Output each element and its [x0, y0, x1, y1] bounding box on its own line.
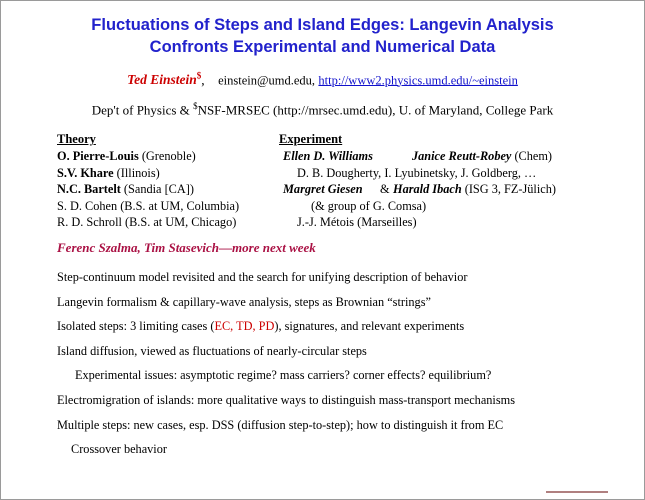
- theory-name: N.C. Bartelt: [57, 182, 121, 197]
- experiment-name-2: Janice Reutt-Robey: [412, 149, 512, 164]
- isolated-steps-post: ), signatures, and relevant experiments: [274, 319, 465, 334]
- credits-headers: [57, 132, 634, 149]
- experiment-entry-4: (& group of G. Comsa): [311, 198, 427, 213]
- credits-header-experiment: Experiment: [279, 132, 343, 147]
- theory-affil: (Grenoble): [138, 149, 196, 164]
- experiment-entry-3b: [393, 182, 556, 197]
- credits-row: [57, 166, 634, 183]
- affiliation-post: NSF-MRSEC (http://mrsec.umd.edu), U. of Maryland, College Park: [197, 102, 554, 118]
- outline-item-electromigration: Electromigration of islands: more qualitative ways to distinguish mass-transport mechanisms: [57, 393, 515, 408]
- theory-affil: (B.S. at UM, Columbia): [117, 198, 240, 213]
- isolated-steps-cases: EC, TD, PD: [214, 319, 275, 334]
- experiment-entry-2: D. B. Dougherty, I. Lyubinetsky, J. Goldberg, …: [297, 165, 537, 180]
- theory-name: S. D. Cohen: [57, 198, 118, 213]
- experiment-entry-5: J.-J. Métois (Marseilles): [297, 215, 417, 230]
- credits-row: [57, 149, 634, 166]
- author-website-link[interactable]: http://www2.physics.umd.edu/~einstein: [318, 73, 518, 88]
- theory-name: R. D. Schroll: [57, 215, 122, 230]
- credits-section: [1, 132, 644, 232]
- author-name: [127, 72, 201, 87]
- slide-title: [1, 14, 644, 59]
- credits-row: [57, 199, 634, 216]
- credits-row: [57, 182, 634, 199]
- outline-item-multiple-steps: Multiple steps: new cases, esp. DSS (diffusion step-to-step); how to distinguish it from EC: [57, 417, 504, 432]
- author-name-text: Ted Einstein: [127, 72, 197, 88]
- author-separator: ,: [201, 72, 205, 88]
- title-line-1: Fluctuations of Steps and Island Edges: Langevin Analysis: [91, 16, 554, 34]
- theory-affil: (Illinois): [113, 165, 160, 180]
- outline-list: [1, 270, 644, 457]
- theory-entry-4: [57, 199, 239, 214]
- theory-name: O. Pierre-Louis: [57, 149, 139, 164]
- theory-entry-2: [57, 166, 160, 181]
- affiliation-pre: Dep't of Physics &: [91, 102, 194, 118]
- experiment-entry-3a: Margret Giesen: [283, 182, 363, 197]
- author-line: [1, 71, 644, 89]
- theory-name: S.V. Khare: [57, 165, 114, 180]
- author-name-superscript: $: [196, 70, 202, 81]
- theory-entry-1: [57, 149, 196, 164]
- theory-affil: (Sandia [CA]): [120, 182, 194, 197]
- experiment-tail-3: (ISG 3, FZ-Jülich): [461, 182, 556, 197]
- outline-item-crossover: Crossover behavior: [71, 442, 167, 457]
- author-email: einstein@umd.edu,: [218, 73, 316, 88]
- outline-item-isolated-steps: [57, 319, 628, 333]
- outline-item-langevin-formalism: Langevin formalism & capillary-wave analysis, steps as Brownian “strings”: [57, 294, 431, 309]
- experiment-entry-3-amp: &: [380, 182, 390, 197]
- experiment-name-3: Harald Ibach: [393, 182, 462, 197]
- experiment-entry-1a: Ellen D. Williams: [283, 149, 373, 164]
- experiment-entry-1b: [412, 149, 552, 164]
- page-footer-mark: [546, 491, 608, 493]
- credits-header-theory: Theory: [57, 132, 96, 147]
- outline-item-island-diffusion: Island diffusion, viewed as fluctuations of nearly-circular steps: [57, 343, 367, 358]
- title-line-2: Confronts Experimental and Numerical Data: [149, 38, 496, 57]
- credits-row: [57, 215, 634, 232]
- experiment-tail-1: (Chem): [511, 149, 553, 164]
- affiliation-line: [1, 101, 644, 118]
- outline-item-experimental-issues: Experimental issues: asymptotic regime? mass carriers? corner effects? equilibrium?: [75, 368, 492, 383]
- outline-item-step-continuum: Step-continuum model revisited and the search for unifying description of behavior: [57, 269, 468, 284]
- theory-entry-3: [57, 182, 194, 197]
- isolated-steps-pre: Isolated steps: 3 limiting cases (: [57, 319, 215, 334]
- theory-affil: (B.S. at UM, Chicago): [121, 215, 237, 230]
- theory-entry-5: [57, 215, 236, 230]
- affiliation-superscript: $: [193, 101, 198, 112]
- credits-highlight-line: Ferenc Szalma, Tim Stasevich—more next week: [57, 239, 316, 255]
